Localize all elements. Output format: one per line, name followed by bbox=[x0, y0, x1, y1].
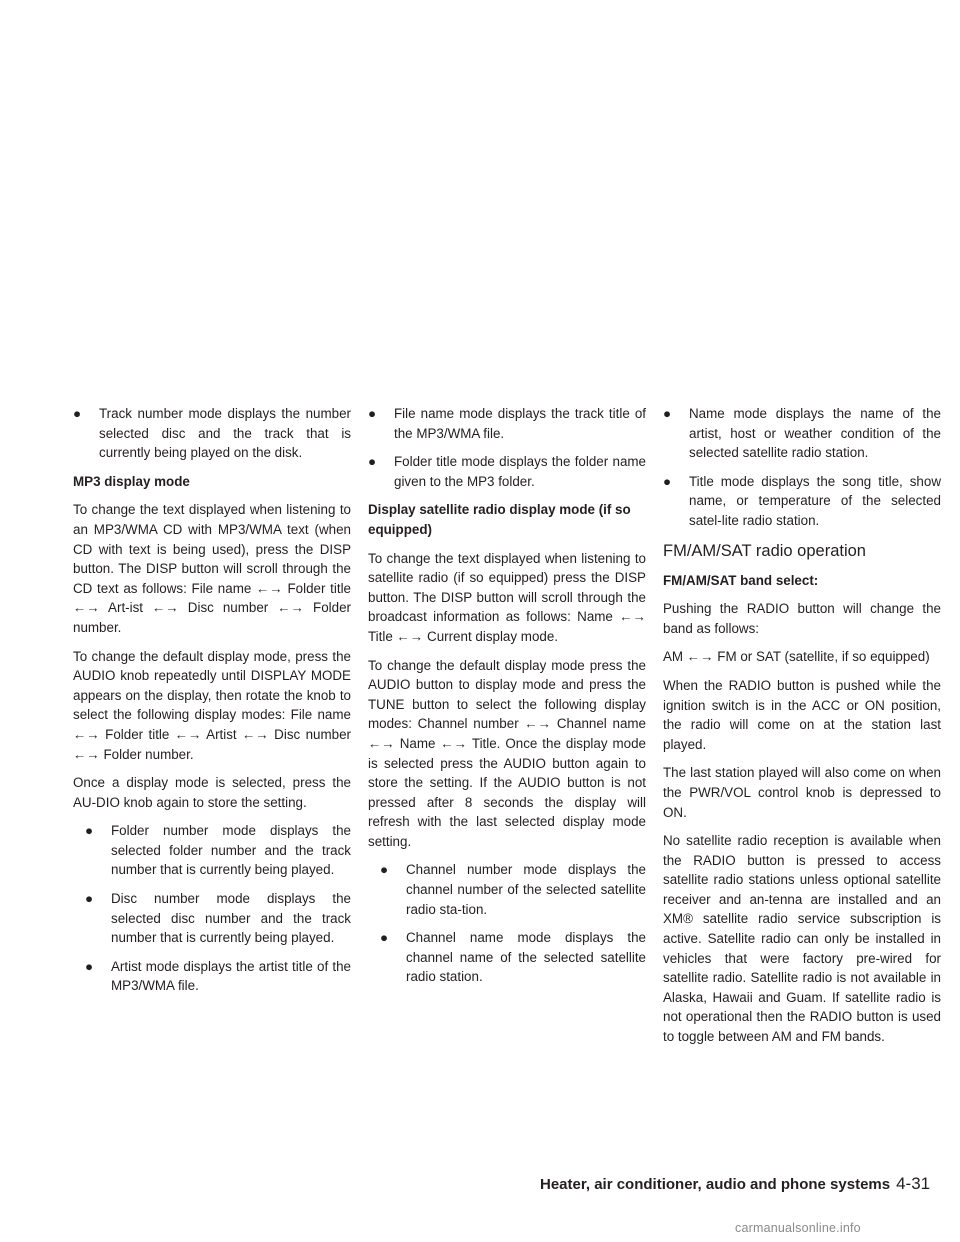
bullet-folder-title-mode: ● Folder title mode displays the folder name given to the MP3 folder. bbox=[368, 454, 646, 489]
paragraph-band-change: Pushing the RADIO button will change the band as follows: bbox=[663, 601, 941, 636]
bullet-disc-number-mode: ● Disc number mode displays the selected disc number and the track number that is currently being played. bbox=[85, 891, 351, 946]
paragraph-satellite-reception: No satellite radio reception is available when the RADIO button is pressed to access satellite radio stations unless optional satellite receiver and an-tenna are installed and an XM® satellite radio service subscription is active. Satellite radio can only be installed in vehicles that were factory pre-wired for satellite radio. Satellite radio is not available in Alaska, Hawaii and Guam. If satellite radio is not operational then the RADIO button is used to toggle between AM and FM bands. bbox=[663, 833, 941, 1045]
paragraph-mp3-store: Once a display mode is selected, press the AU-DIO knob again to store the setting. bbox=[73, 775, 351, 810]
column-2 bbox=[368, 404, 646, 996]
bullet-icon: ● bbox=[73, 406, 82, 421]
bullet-icon: ● bbox=[85, 823, 94, 839]
bullet-icon: ● bbox=[368, 454, 377, 470]
column-1 bbox=[73, 404, 351, 1005]
bullet-folder-number-mode: ● Folder number mode displays the selected folder number and the track number that is currently being played. bbox=[85, 823, 351, 878]
column-3 bbox=[663, 404, 941, 1056]
bullet-icon: ● bbox=[368, 406, 377, 421]
watermark: carmanualsonline.info bbox=[735, 1221, 861, 1235]
bullet-icon: ● bbox=[663, 473, 672, 489]
paragraph-last-station: The last station played will also come on when the PWR/VOL control knob is depressed to ON. bbox=[663, 765, 941, 820]
paragraph-sat-default: To change the default display mode press the AUDIO button to display mode and press the TUNE button to select the following display modes: Channel number ←→ Channel name ←→ Name ←→ Title. Once the display mode is selected press the AUDIO button again to store the setting. If the AUDIO button is not pressed after 8 seconds the display will refresh with the last selected display mode setting. bbox=[368, 657, 646, 849]
bullet-artist-mode: ● Artist mode displays the artist title of the MP3/WMA file. bbox=[85, 958, 351, 994]
paragraph-band-sequence: AM ←→ FM or SAT (satellite, if so equipped) bbox=[663, 649, 930, 665]
page-number: 4-31 bbox=[896, 1174, 931, 1193]
paragraph-mp3-disp: To change the text displayed when listening to an MP3/WMA CD with MP3/WMA text (when CD with text is being used), press the DISP button. The DISP button will scroll through the CD text as follows: File name ←→ Folder title ←→ Art-ist ←→ Disc number ←→ Folder number. bbox=[73, 502, 351, 635]
bullet-channel-name-mode: ● Channel name mode displays the channel name of the selected satellite radio station. bbox=[380, 930, 646, 985]
bullet-file-name-mode: ● File name mode displays the track title of the MP3/WMA file. bbox=[368, 406, 646, 441]
heading-radio-operation: FM/AM/SAT radio operation bbox=[663, 541, 866, 560]
bullet-name-mode: ● Name mode displays the name of the artist, host or weather condition of the selected satellite radio station. bbox=[663, 406, 941, 461]
page-footer bbox=[540, 1174, 930, 1194]
paragraph-sat-disp: To change the text displayed when listening to satellite radio (if so equipped) press the DISP button. The DISP button will scroll through the broadcast information as follows: Name ←→ Title ←→ Current display mode. bbox=[368, 550, 646, 644]
heading-satellite-display-mode: Display satellite radio display mode (if so equipped) bbox=[368, 502, 631, 537]
bullet-icon: ● bbox=[85, 958, 94, 974]
paragraph-mp3-default: To change the default display mode, press the AUDIO knob repeatedly until DISPLAY MODE appears on the display, then rotate the knob to select the following display modes: File name ←→ Folder title ←→ Artist ←→ Disc number ←→ Folder number. bbox=[73, 648, 351, 762]
bullet-title-mode: ● Title mode displays the song title, show name, or temperature of the selected satel-lite radio station. bbox=[663, 473, 941, 528]
paragraph-radio-ignition: When the RADIO button is pushed while the ignition switch is in the ACC or ON position, the radio will come on at the station last played. bbox=[663, 677, 941, 752]
bullet-icon: ● bbox=[380, 930, 389, 946]
bullet-icon: ● bbox=[663, 406, 672, 421]
heading-band-select: FM/AM/SAT band select: bbox=[663, 572, 819, 588]
bullet-track-number-mode: ● Track number mode displays the number selected disc and the track that is currently being played on the disk. bbox=[73, 406, 351, 461]
bullet-icon: ● bbox=[85, 891, 94, 907]
heading-mp3-display-mode: MP3 display mode bbox=[73, 473, 190, 489]
bullet-channel-number-mode: ● Channel number mode displays the channel number of the selected satellite radio sta-tion. bbox=[380, 862, 646, 917]
bullet-icon: ● bbox=[380, 862, 389, 878]
footer-section-title: Heater, air conditioner, audio and phone systems bbox=[540, 1176, 891, 1193]
